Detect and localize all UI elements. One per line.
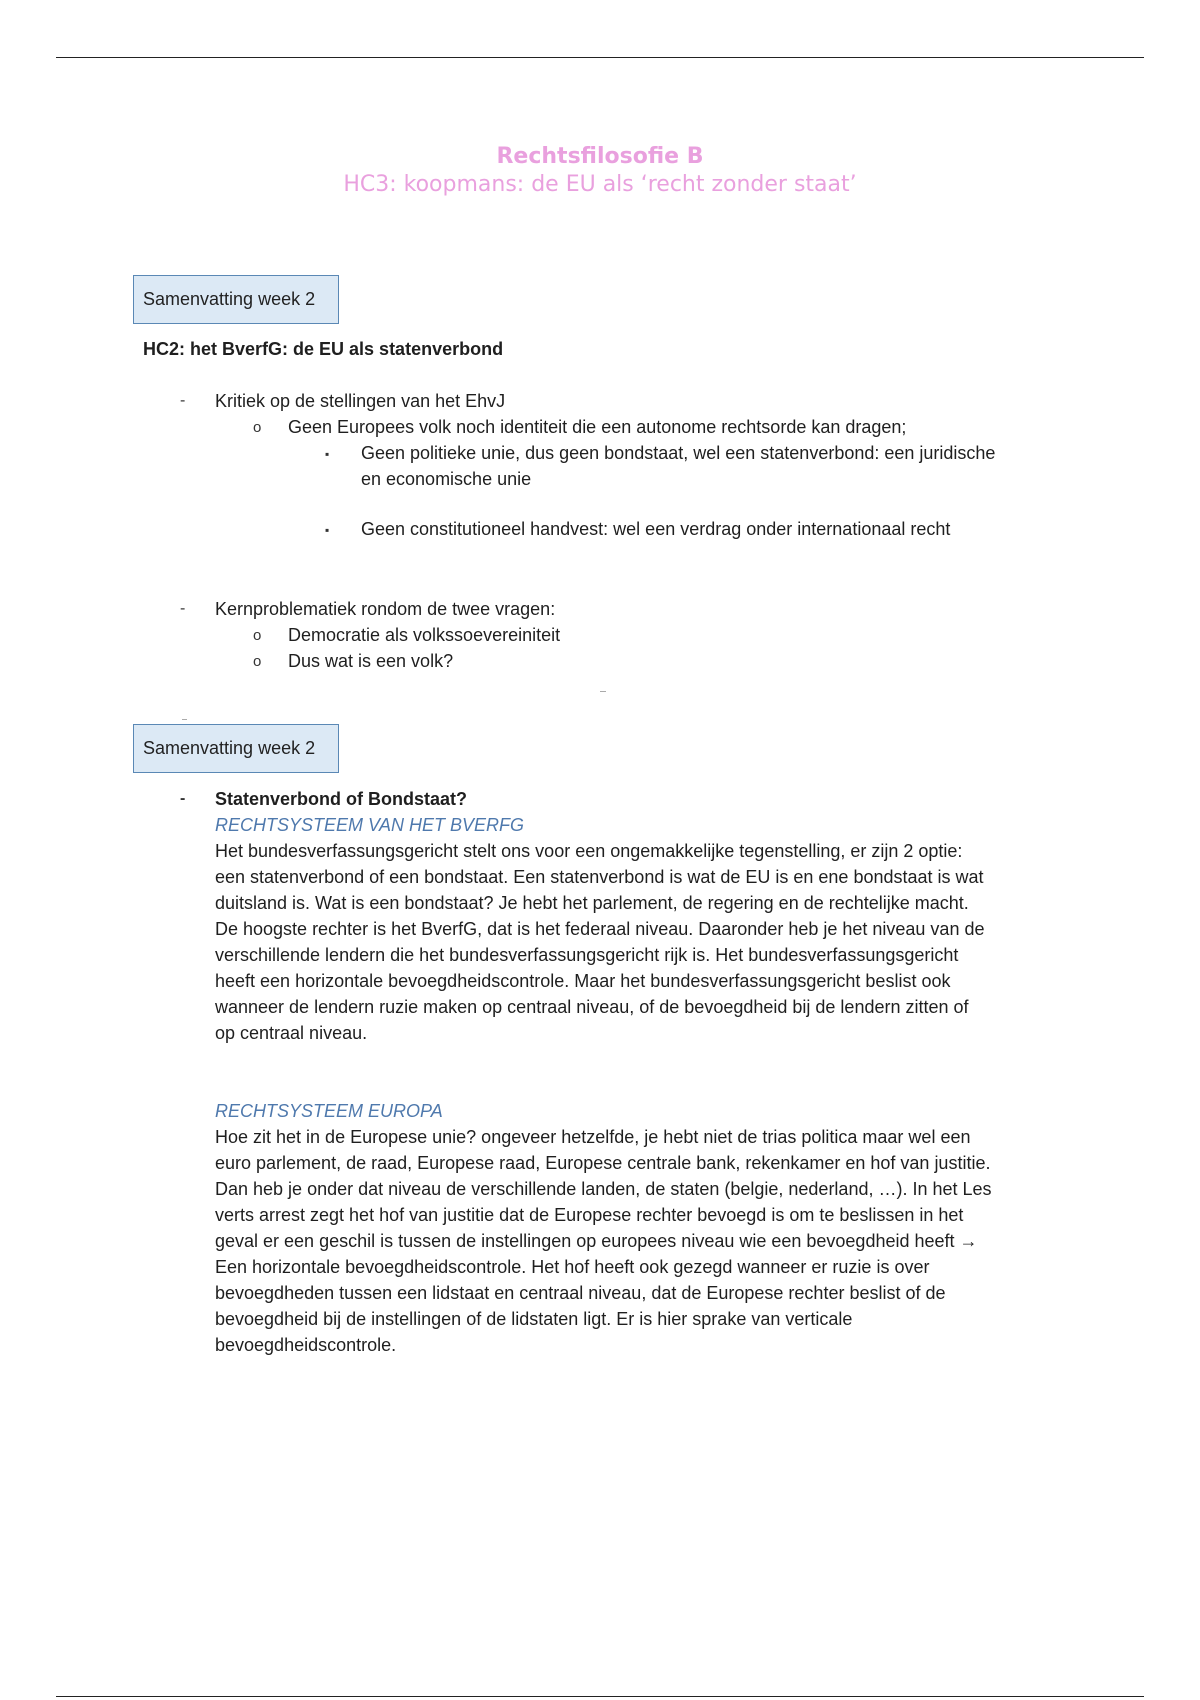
footer-rule	[56, 1696, 1144, 1697]
sublist-item-volk-vraag: Dus wat is een volk?	[288, 651, 454, 671]
para1-line: wanneer de lendern ruzie maken op centraal niveau, of de bevoegdheid bij de lendern zitten of	[215, 997, 969, 1017]
stray-mark	[182, 719, 187, 720]
para2-line: verts arrest zegt het hof van justitie dat de Europese rechter bevoegd is om te beslissen in het	[215, 1205, 964, 1225]
circle-marker: o	[253, 627, 262, 644]
document-subtitle: HC3: koopmans: de EU als ‘recht zonder staat’	[343, 172, 857, 197]
section1-heading: HC2: het BverfG: de EU als statenverbond	[143, 339, 504, 359]
subsublist-item-handvest: Geen constitutioneel handvest: wel een verdrag onder internationaal recht	[361, 519, 951, 539]
para2-line: geval er een geschil is tussen de instellingen op europees niveau wie een bevoegdheid heeft →	[215, 1231, 978, 1251]
list-item-kritiek: Kritiek op de stellingen van het EhvJ	[215, 391, 506, 411]
para2-line: Een horizontale bevoegdheidscontrole. Het hof heeft ook gezegd wanneer er ruzie is over	[215, 1257, 930, 1277]
dash-marker: -	[180, 392, 186, 409]
header-rule	[56, 57, 1144, 58]
para1-line: verschillende lendern die het bundesverfassungsgericht rijk is. Het bundesverfassungsgericht	[215, 945, 959, 965]
para1-line: op centraal niveau.	[215, 1023, 368, 1043]
section2-item-heading: Statenverbond of Bondstaat?	[215, 789, 468, 809]
para1-line: duitsland is. Wat is een bondstaat? Je hebt het parlement, de regering en de rechtelijke macht.	[215, 893, 969, 913]
para1-line: een statenverbond of een bondstaat. Een statenverbond is wat de EU is en ene bondstaat is wat	[215, 867, 984, 887]
para1-line: Het bundesverfassungsgericht stelt ons voor een ongemakkelijke tegenstelling, er zijn 2 optie:	[215, 841, 963, 861]
para1-line: heeft een horizontale bevoegdheidscontrole. Maar het bundesverfassungsgericht beslist ook	[215, 971, 951, 991]
para1-line: De hoogste rechter is het BverfG, dat is het federaal niveau. Daaronder heb je het niveau van de	[215, 919, 985, 939]
square-marker: ▪	[325, 447, 330, 461]
para2-line: bevoegdheden tussen een lidstaat en centraal niveau, dat de Europese rechter beslist of de	[215, 1283, 946, 1303]
stray-mark	[600, 691, 606, 692]
subsublist-item-unie-line2: en economische unie	[361, 469, 532, 489]
list-item-kernproblematiek: Kernproblematiek rondom de twee vragen:	[215, 599, 556, 619]
title-block	[0, 142, 1200, 199]
square-marker: ▪	[325, 523, 330, 537]
para2-line: euro parlement, de raad, Europese raad, Europese centrale bank, rekenkamer en hof van justitie.	[215, 1153, 991, 1173]
para2-line: bevoegdheid bij de instellingen of de lidstaten ligt. Er is hier sprake van verticale	[215, 1309, 853, 1329]
sublist-item-democratie: Democratie als volkssoevereiniteit	[288, 625, 561, 645]
subheading-europa: RECHTSYSTEEM EUROPA	[215, 1101, 443, 1121]
subsublist-item-unie-line1: Geen politieke unie, dus geen bondstaat, wel een statenverbond: een juridische	[361, 443, 996, 463]
para2-line: bevoegdheidscontrole.	[215, 1335, 397, 1355]
para2-line: Dan heb je onder dat niveau de verschillende landen, de staten (belgie, nederland, …). In het Les	[215, 1179, 992, 1199]
para2-line: Hoe zit het in de Europese unie? ongeveer hetzelfde, je hebt niet de trias politica maar wel een	[215, 1127, 971, 1147]
document-title: Rechtsfilosofie B	[496, 144, 704, 169]
dash-marker: -	[180, 600, 186, 617]
dash-marker: -	[180, 790, 186, 807]
circle-marker: o	[253, 419, 262, 436]
section1-box-label: Samenvatting week 2	[133, 275, 339, 324]
subheading-bverfg: RECHTSYSTEEM VAN HET BVERFG	[215, 815, 525, 835]
sublist-item-volk: Geen Europees volk noch identiteit die een autonome rechtsorde kan dragen;	[288, 417, 907, 437]
section2-box-label: Samenvatting week 2	[133, 724, 339, 773]
circle-marker: o	[253, 653, 262, 670]
